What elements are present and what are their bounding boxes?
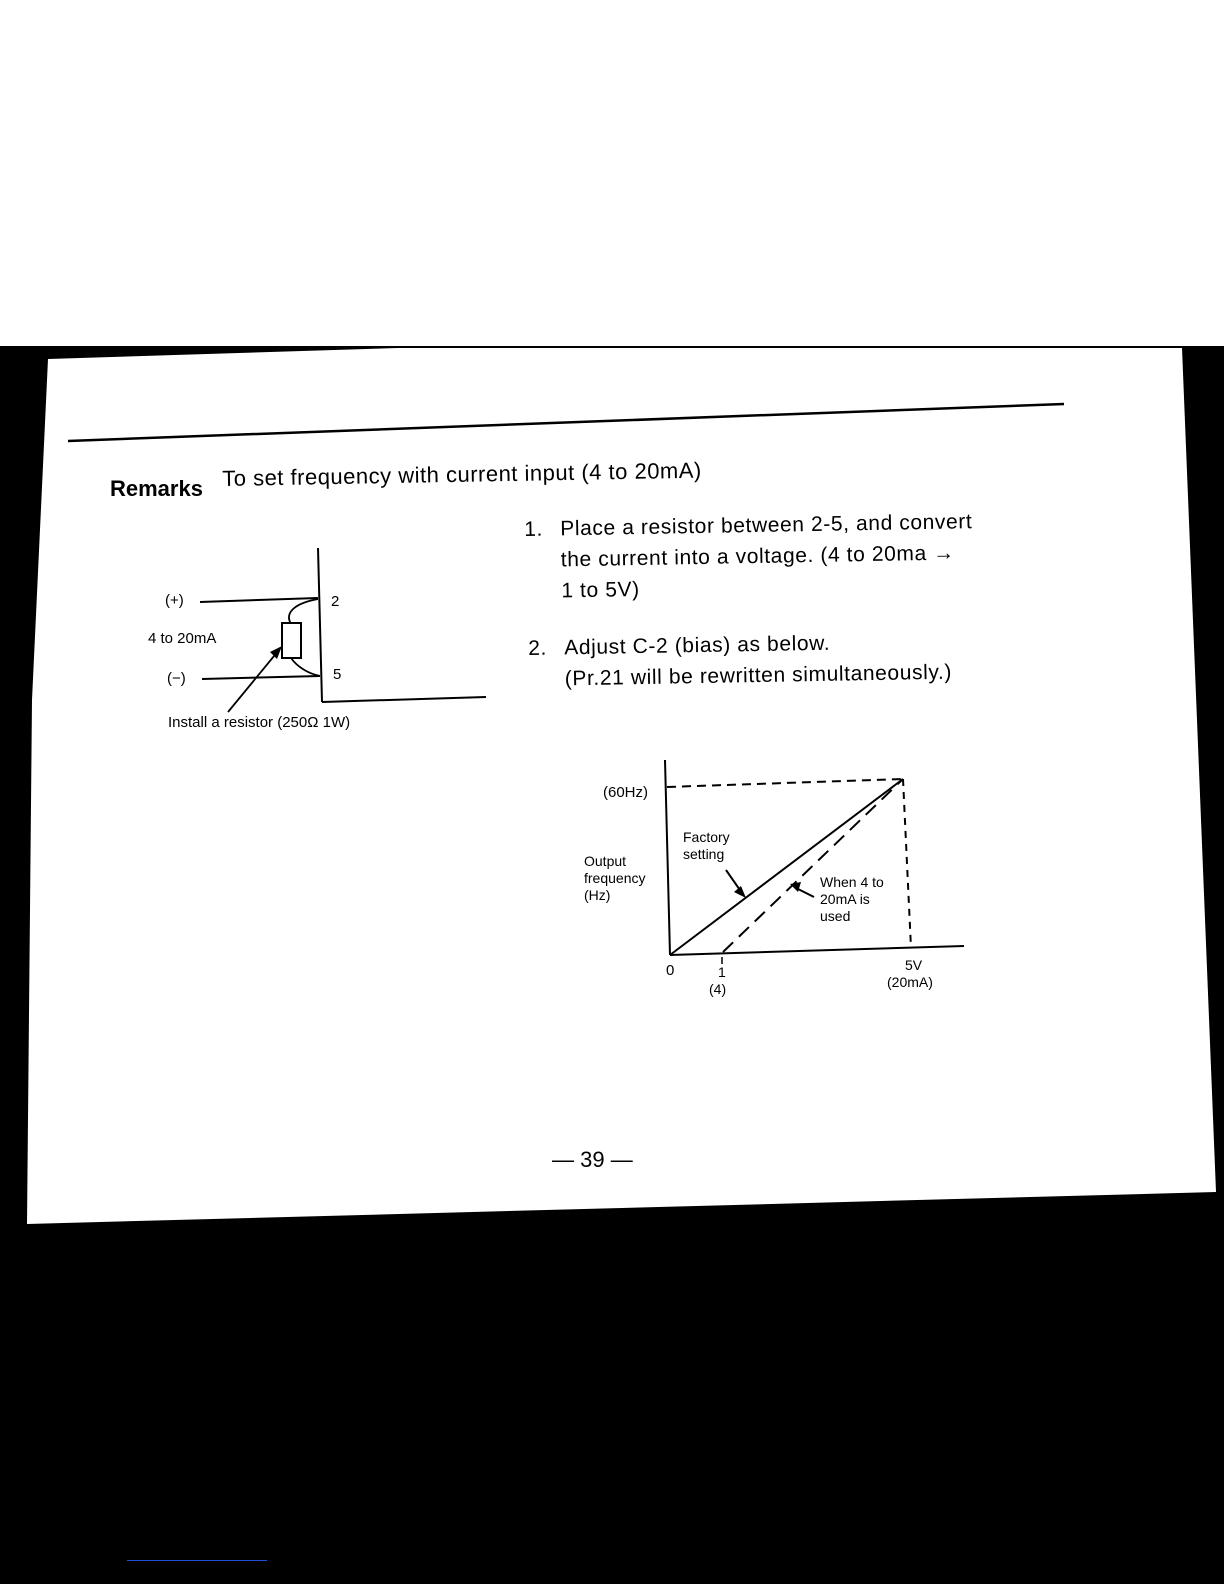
resistor-note: Install a resistor (250Ω 1W) <box>168 714 351 731</box>
x-tick-max-label: 5V <box>905 957 923 973</box>
max-input-dashed-line <box>903 779 911 948</box>
x-axis <box>670 946 964 955</box>
current-used-line-3: used <box>820 908 851 924</box>
step-2-line-2: (Pr.21 will be rewritten simultaneously.) <box>564 660 953 691</box>
terminal-block-vertical <box>318 548 322 702</box>
factory-setting-label <box>683 829 730 863</box>
max-frequency-dashed-line <box>667 779 903 787</box>
step-1-line-3: 1 to 5V) <box>561 577 640 603</box>
page-number: — 39 — <box>552 1147 633 1172</box>
resistor-lead-bottom <box>291 658 320 676</box>
y-axis-title-line-3: (Hz) <box>584 887 611 903</box>
step-2-line-1: Adjust C-2 (bias) as below. <box>564 631 831 660</box>
step-1 <box>524 505 1046 609</box>
scan-artifact-line <box>127 1560 267 1561</box>
remarks-label: Remarks <box>110 476 203 501</box>
current-input-dashed-line <box>723 779 903 952</box>
current-used-line-1: When 4 to <box>820 874 884 890</box>
y-axis-title <box>584 853 645 904</box>
factory-setting-arrowhead <box>734 886 746 898</box>
plus-wire <box>200 598 318 602</box>
resistor-lead-top <box>289 599 318 624</box>
y-axis-title-line-2: frequency <box>584 870 646 886</box>
factory-setting-line <box>670 779 903 955</box>
step-2 <box>528 624 1049 697</box>
remarks-title: To set frequency with current input (4 to 20mA) <box>222 457 702 491</box>
step-1-line-2: the current into a voltage. (4 to 20ma → <box>560 541 955 572</box>
factory-setting-line-1: Factory <box>683 829 730 845</box>
minus-wire <box>202 676 320 679</box>
x-tick-1-label: 1 <box>718 964 726 980</box>
resistor-symbol <box>282 623 301 658</box>
top-margin <box>0 0 1224 346</box>
terminal-block-horizontal <box>322 697 486 702</box>
y-max-label: (60Hz) <box>603 784 649 801</box>
current-used-label <box>820 874 884 925</box>
resistor-pointer-arrowhead <box>270 646 282 659</box>
y-axis <box>665 760 670 955</box>
x-tick-1-sublabel: (4) <box>709 981 727 997</box>
minus-label: (−) <box>167 670 186 687</box>
x-origin-label: 0 <box>666 962 675 979</box>
plus-label: (+) <box>165 592 184 609</box>
resistor-pointer-line <box>228 650 279 712</box>
y-axis-title-line-1: Output <box>584 853 627 869</box>
step-1-line-1: Place a resistor between 2-5, and convert <box>560 510 973 541</box>
terminal-5-label: 5 <box>333 666 342 683</box>
factory-setting-line-2: setting <box>683 846 725 862</box>
terminal-2-label: 2 <box>331 593 340 610</box>
x-tick-max-sublabel: (20mA) <box>887 974 933 990</box>
current-used-line-2: 20mA is <box>820 891 870 907</box>
step-1-number: 1. <box>524 517 544 541</box>
current-range-label: 4 to 20mA <box>148 630 217 647</box>
step-2-number: 2. <box>528 636 548 660</box>
